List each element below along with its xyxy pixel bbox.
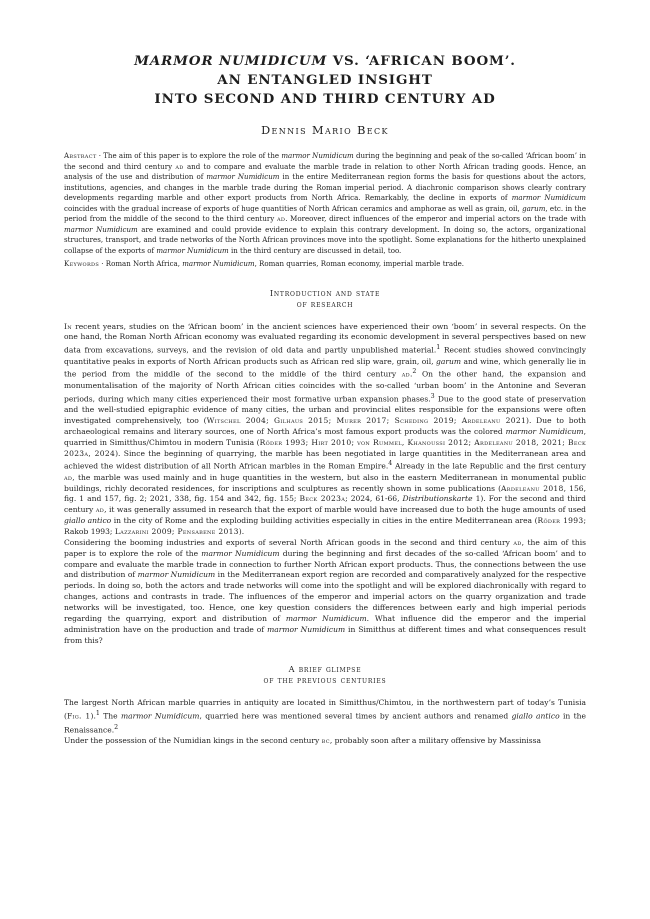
title-line-2: AN ENTANGLED INSIGHT xyxy=(217,72,433,88)
section-introduction-body xyxy=(64,322,586,647)
footnote-ref: 4 xyxy=(388,460,393,468)
paragraph: Considering the booming industries and exports of several North African goods in the second and third century ad, the aim of this paper is to explore the role of the marmor Numidicum during the beginning and first decades of the so-called ‘African boom’ and to compare and evaluate the marble trade in connection to further North African export products. Thus, the connections between the use and distribution of marmor Numidicum in the Mediterranean export region are recorded and comparatively analyzed for the respective periods. In doing so, both the actors and trade networks will come into the spotlight and will be explored diachronically with regard to changes, actions and contrasts in trade. The influences of the emperor and imperial actors on the quarry organization and trade networks will be investigated, too. Hence, one key question considers the differences between early and high imperial periods regarding the quarrying, export and distribution of marmor Numidicum. What influence did the emperor and the imperial administration have on the production and trade of marmor Numidicum in Simitthus at different times and what consequences result from this? xyxy=(64,537,586,645)
title-line-3: INTO SECOND AND THIRD CENTURY AD xyxy=(154,91,496,107)
keywords-label: Keywords xyxy=(64,259,100,268)
abstract: Abstract · The aim of this paper is to explore the role of the marmor Numidicum during the beginning and peak of the so-called ‘African boom’ in the second and third century ad and to compare and evaluate the marble trade in relation to other North African trading goods. Hence, an analysis of the use and distribution of marmor Numidicum in the entire Mediterranean region forms the basis for questions about the actors, institutions, agencies, and changes in the marble trade during the Roman imperial period. A diachronic comparison shows clearly contrary developments regarding marble and other export products from North Africa. Remarkably, the decline in exports of marmor Numidicum coincides with the gradual increase of exports of huge quantities of North African ceramics and amphorae as well as grain, oil, garum, etc. in the period from the middle of the second to the third century ad. Moreover, direct influences of the emperor and imperial actors on the trade with marmor Numidicum are examined and could provide evidence to explain this contrary development. In doing so, the actors, organizational structures, transport, and trade networks of the North African provinces move into the spotlight. Some explanations for the hitherto unexplained collapse of the exports of marmor Numidicum in the third century are discussed in detail, too. xyxy=(64,151,587,255)
keywords: Keywords · Roman North Africa, marmor Numidicum, Roman quarries, Roman economy, imperial marble trade. xyxy=(64,259,465,268)
footnote-ref: 2 xyxy=(114,723,119,731)
footnote-ref: 2 xyxy=(412,368,417,376)
footnote-ref: 3 xyxy=(430,392,435,400)
section-heading-introduction: Introduction and state of research xyxy=(269,287,381,309)
abstract-label: Abstract xyxy=(64,151,97,160)
section-brief-glimpse-body xyxy=(64,698,586,746)
author-name: Dennis Mario Beck xyxy=(261,124,389,137)
abstract-separator: · xyxy=(96,151,104,160)
paragraph: In recent years, studies on the ‘African boom’ in the ancient sciences have experienced their own ‘boom’ in several respects. On the one hand, the Roman North African economy was evaluated regarding its economic development in several perspectives based on new data from excavations, surveys, and the revision of old data and partly unpublished material.$^1$ Recent studies showed convincingly quantitative peaks in exports of North African products such as African red slip ware, grain, oil, garum and wine, which generally lie in the period from the middle of the second to the middle of the third century ad.$^2$ On the other hand, the expansion and monumentalisation of the majority of North African cities coincides with the so-called ‘urban boom’ in the Antonine and Severan periods, during which many cities experienced their most formative urban expansion phases.$^3$ Due to the good state of preservation and the well-studied epigraphic evidence of many cities, the urban and provincial elites responsible for the expansions were often investigated comprehensively, too (Witschel 2004; Gilhaus 2015; Murer 2017; Scheding 2019; Ardeleanu 2021). Due to both archaeological remains and literary sources, one of North Africa’s most famous export products was the colored marmor Numidicum, quarried in Simitthus/Chimtou in modern Tunisia (Röder 1993; Hirt 2010; von Rummel, Khanoussi 2012; Ardeleanu 2018, 2021; Beck 2023a, 2024). Since the beginning of quarrying, the marble has been negotiated in large quantities in the Mediterranean area and achieved the widest distribution of all North African marbles in the Roman Empire.$^4$ Already in the late Republic and the first century ad, the marble was used mainly and in huge quantities in the western, but also in the eastern Mediterranean in monumental public buildings, richly decorated residences, for inscriptions and sculptures as recently shown in some publications (Ardeleanu 2018, 156, fig. 1 and 157, fig. 2; 2021, 338, fig. 154 and 342, fig. 155; Beck 2023a; 2024, 61-66, Distributionskarte 1). For the second and third century ad, it was generally assumed in research that the export of marble would have increased due to both the huge amounts of used giallo antico in the city of Rome and the exploding building activities especially in cities in the entire Mediterranean area (Röder 1993; Rakob 1993; Lazzarini 2009; Pensabene 2013). xyxy=(64,321,587,537)
paper-title xyxy=(64,52,586,109)
paper-page xyxy=(64,52,586,747)
paragraph: The largest North African marble quarries in antiquity are located in Simitthus/Chimtou, in the northwestern part of today’s Tunisia (Fig. 1).$^1$ The marmor Numidicum, quarried here was mentioned several times by ancient authors and renamed giallo antico in the Renaissance.$^2$ xyxy=(64,698,586,735)
paragraph: Under the possession of the Numidian kings in the second century bc, probably soon after a military offensive by Massinissa xyxy=(64,736,542,746)
title-italic-term: MARMOR NUMIDICUM xyxy=(134,53,328,69)
section-heading-brief-glimpse: A brief glimpse of the previous centuries xyxy=(263,664,387,686)
title-line-1-rest: VS. ‘AFRICAN BOOM’. xyxy=(327,53,516,69)
footnote-ref: 1 xyxy=(436,344,441,352)
title-line-1 xyxy=(64,52,586,71)
footnote-ref: 1 xyxy=(95,710,100,718)
